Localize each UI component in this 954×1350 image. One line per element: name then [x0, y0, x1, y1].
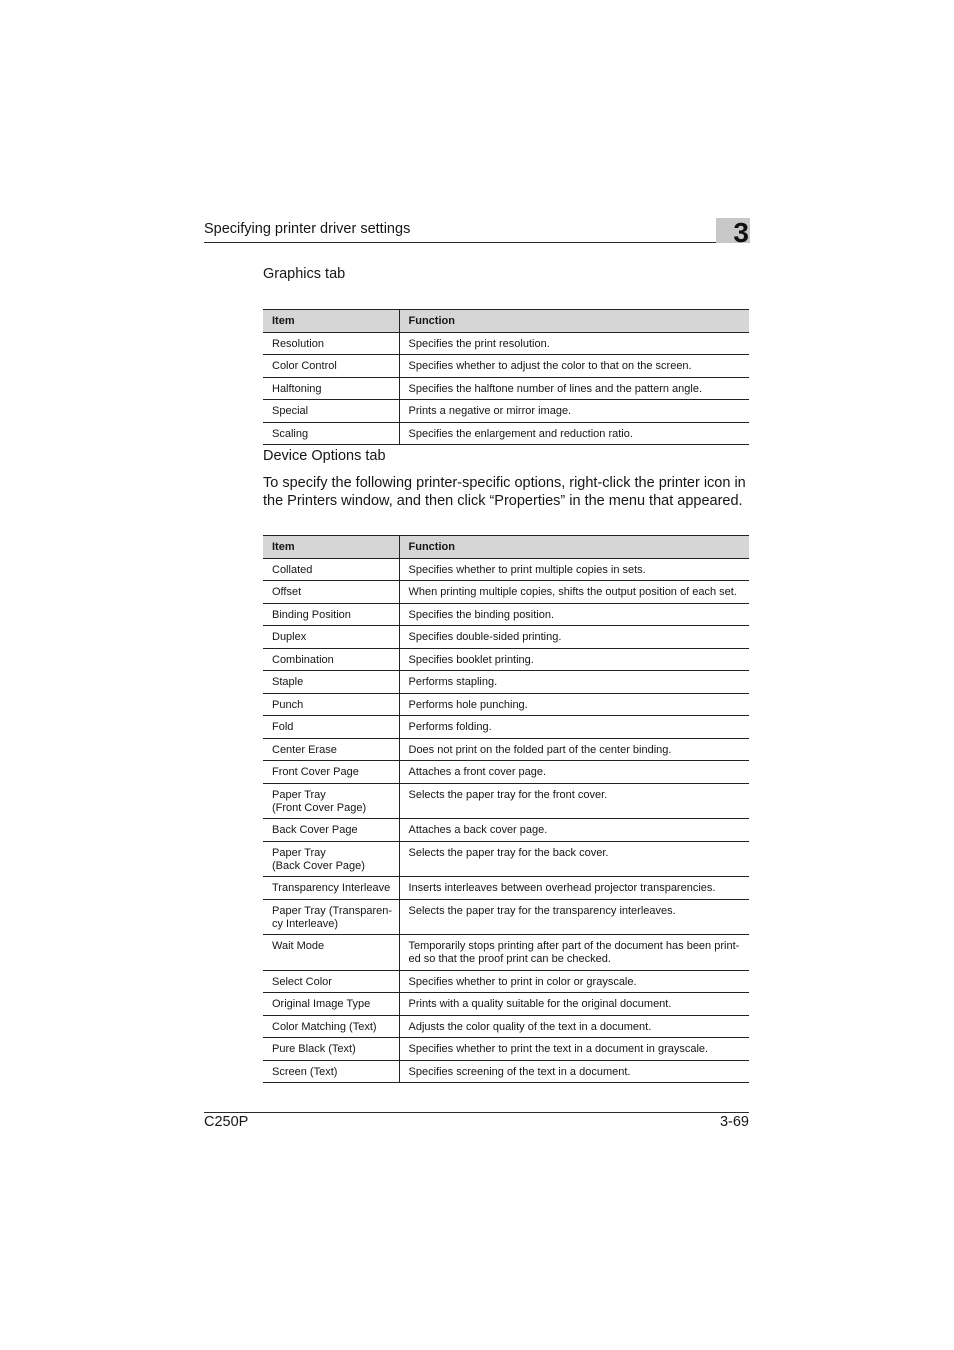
- function-cell: Attaches a back cover page.: [399, 819, 749, 842]
- function-cell: Prints with a quality suitable for the original document.: [399, 993, 749, 1016]
- table-row: [263, 332, 749, 355]
- item-cell: Center Erase: [263, 738, 399, 761]
- item-cell: Back Cover Page: [263, 819, 399, 842]
- function-cell: Selects the paper tray for the transparency interleaves.: [399, 899, 749, 935]
- column-header-function: Function: [399, 536, 749, 559]
- table-row: [263, 1060, 749, 1083]
- footer-rule: [204, 1112, 749, 1113]
- item-cell: Fold: [263, 716, 399, 739]
- table-row: [263, 841, 749, 877]
- function-cell: Performs stapling.: [399, 671, 749, 694]
- function-cell: Specifies the binding position.: [399, 603, 749, 626]
- function-cell: Specifies whether to print the text in a document in grayscale.: [399, 1038, 749, 1061]
- chapter-number-badge: 3: [716, 218, 750, 243]
- function-cell: Performs folding.: [399, 716, 749, 739]
- table-row: [263, 935, 749, 971]
- function-cell: Specifies whether to print multiple copies in sets.: [399, 558, 749, 581]
- device-options-table: [263, 535, 749, 1083]
- table-row: [263, 377, 749, 400]
- function-cell: Selects the paper tray for the back cover.: [399, 841, 749, 877]
- table-row: [263, 1038, 749, 1061]
- table-row: [263, 581, 749, 604]
- table-row: [263, 899, 749, 935]
- table-row: [263, 877, 749, 900]
- table-row: [263, 355, 749, 378]
- item-cell: Paper Tray (Front Cover Page): [263, 783, 399, 819]
- item-cell: Combination: [263, 648, 399, 671]
- section-title: Specifying printer driver settings: [204, 221, 411, 237]
- column-header-item: Item: [263, 536, 399, 559]
- device-options-intro: To specify the following printer-specific options, right-click the printer icon in the Printers window, and then click “Properties” in the menu that appeared.: [263, 475, 746, 509]
- item-cell: Wait Mode: [263, 935, 399, 971]
- item-cell: Halftoning: [263, 377, 399, 400]
- item-cell: Pure Black (Text): [263, 1038, 399, 1061]
- function-cell: Selects the paper tray for the front cover.: [399, 783, 749, 819]
- function-cell: When printing multiple copies, shifts the output position of each set.: [399, 581, 749, 604]
- function-cell: Attaches a front cover page.: [399, 761, 749, 784]
- item-cell: Binding Position: [263, 603, 399, 626]
- table-row: [263, 783, 749, 819]
- table-row: [263, 693, 749, 716]
- table-header-row: [263, 310, 749, 333]
- item-cell: Duplex: [263, 626, 399, 649]
- function-cell: Specifies whether to adjust the color to that on the screen.: [399, 355, 749, 378]
- function-cell: Inserts interleaves between overhead projector transparencies.: [399, 877, 749, 900]
- item-cell: Staple: [263, 671, 399, 694]
- function-cell: Specifies double-sided printing.: [399, 626, 749, 649]
- table-row: [263, 738, 749, 761]
- table-row: [263, 648, 749, 671]
- item-cell: Transparency Interleave: [263, 877, 399, 900]
- column-header-item: Item: [263, 310, 399, 333]
- function-cell: Specifies whether to print in color or grayscale.: [399, 970, 749, 993]
- function-cell: Adjusts the color quality of the text in a document.: [399, 1015, 749, 1038]
- table-row: [263, 993, 749, 1016]
- item-cell: Color Matching (Text): [263, 1015, 399, 1038]
- function-cell: Performs hole punching.: [399, 693, 749, 716]
- graphics-tab-heading: Graphics tab: [263, 266, 346, 282]
- function-cell: Does not print on the folded part of the center binding.: [399, 738, 749, 761]
- table-row: [263, 400, 749, 423]
- table-row: [263, 761, 749, 784]
- item-cell: Front Cover Page: [263, 761, 399, 784]
- table-row: [263, 422, 749, 445]
- table-row: [263, 1015, 749, 1038]
- table-row: [263, 716, 749, 739]
- item-cell: Special: [263, 400, 399, 423]
- item-cell: Color Control: [263, 355, 399, 378]
- item-cell: Punch: [263, 693, 399, 716]
- item-cell: Screen (Text): [263, 1060, 399, 1083]
- item-cell: Resolution: [263, 332, 399, 355]
- table-row: [263, 558, 749, 581]
- table-row: [263, 819, 749, 842]
- table-row: [263, 603, 749, 626]
- table-row: [263, 671, 749, 694]
- function-cell: Temporarily stops printing after part of the document has been print- ed so that the proof print can be checked.: [399, 935, 749, 971]
- function-cell: Prints a negative or mirror image.: [399, 400, 749, 423]
- footer-model-name: C250P: [204, 1114, 249, 1130]
- function-cell: Specifies the print resolution.: [399, 332, 749, 355]
- item-cell: Scaling: [263, 422, 399, 445]
- column-header-function: Function: [399, 310, 749, 333]
- item-cell: Collated: [263, 558, 399, 581]
- table-header-row: [263, 536, 749, 559]
- item-cell: Offset: [263, 581, 399, 604]
- device-options-tab-heading: Device Options tab: [263, 448, 386, 464]
- item-cell: Original Image Type: [263, 993, 399, 1016]
- function-cell: Specifies the halftone number of lines and the pattern angle.: [399, 377, 749, 400]
- item-cell: Paper Tray (Transparen- cy Interleave): [263, 899, 399, 935]
- header-rule: [204, 242, 750, 243]
- item-cell: Paper Tray (Back Cover Page): [263, 841, 399, 877]
- item-cell: Select Color: [263, 970, 399, 993]
- footer-page-number: 3-69: [719, 1114, 749, 1130]
- table-row: [263, 970, 749, 993]
- function-cell: Specifies booklet printing.: [399, 648, 749, 671]
- function-cell: Specifies screening of the text in a document.: [399, 1060, 749, 1083]
- graphics-tab-table: [263, 309, 749, 445]
- function-cell: Specifies the enlargement and reduction ratio.: [399, 422, 749, 445]
- table-row: [263, 626, 749, 649]
